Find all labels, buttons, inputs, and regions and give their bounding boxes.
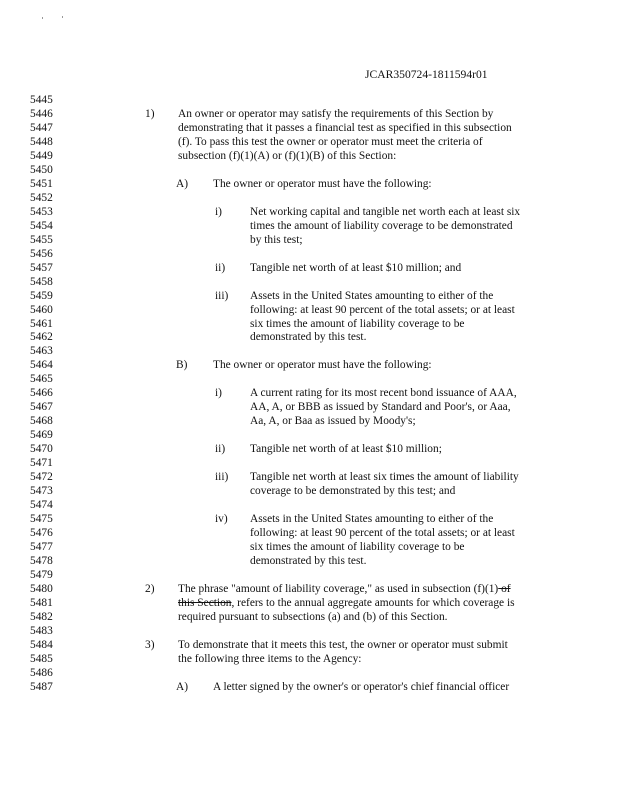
document-line: [0, 485, 618, 499]
text-segment: Assets in the United States amounting to either of the: [250, 289, 494, 302]
line-number: 5487: [30, 680, 53, 693]
line-number: 5461: [30, 317, 53, 330]
document-line: [0, 471, 618, 485]
text-segment: demonstrating that it passes a financial test as specified in this subsection: [178, 121, 512, 134]
line-number: 5465: [30, 373, 53, 386]
line-text: [178, 639, 508, 653]
text-segment: times the amount of liability coverage to be demonstrated: [250, 219, 513, 232]
line-number: 5452: [30, 191, 53, 204]
document-line: [0, 262, 618, 276]
line-text: [250, 555, 366, 569]
text-segment: The phrase "amount of liability coverage," as used in subsection (f)(1): [178, 582, 499, 595]
line-number: 5470: [30, 443, 53, 456]
text-segment: coverage to be demonstrated by this test; and: [250, 485, 456, 498]
document-line: [0, 150, 618, 164]
line-number: 5449: [30, 149, 53, 162]
text-segment: To demonstrate that it meets this test, the owner or operator must submit: [178, 638, 508, 651]
list-marker: 1): [145, 107, 155, 120]
line-text: [250, 527, 515, 541]
text-segment: Tangible net worth of at least $10 million; and: [250, 261, 462, 274]
document-line: [0, 611, 618, 625]
line-number: 5459: [30, 289, 53, 302]
line-number: 5473: [30, 485, 53, 498]
document-line: [0, 681, 618, 695]
line-number: 5457: [30, 261, 53, 274]
text-segment: Net working capital and tangible net worth each at least six: [250, 205, 521, 218]
line-text: [178, 583, 511, 597]
document-line: [0, 206, 618, 220]
text-segment: Tangible net worth at least six times the amount of liability: [250, 471, 519, 484]
document-line: [0, 108, 618, 122]
line-number: 5476: [30, 527, 53, 540]
line-text: [178, 150, 396, 164]
line-number: 5479: [30, 568, 53, 581]
line-number: 5471: [30, 457, 53, 470]
line-text: [250, 234, 303, 248]
text-segment: , refers to the annual aggregate amounts for which coverage is: [231, 596, 515, 609]
text-segment: A letter signed by the owner's or operator's chief financial officer: [213, 680, 510, 693]
line-text: [178, 611, 448, 625]
scan-speck: [42, 17, 43, 19]
line-number: 5484: [30, 638, 53, 651]
line-number: 5482: [30, 610, 53, 623]
line-number: 5474: [30, 499, 53, 512]
text-segment: required pursuant to subsections (a) and (b) of this Section.: [178, 610, 448, 623]
line-text: [250, 443, 442, 457]
document-line: [0, 276, 618, 290]
document-line: [0, 527, 618, 541]
text-segment: subsection (f)(1)(A) or (f)(1)(B) of this Section:: [178, 149, 397, 162]
line-text: [250, 318, 464, 332]
line-number: 5447: [30, 121, 53, 134]
line-number: 5456: [30, 247, 53, 260]
document-line: [0, 499, 618, 513]
document-line: [0, 304, 618, 318]
line-text: [250, 387, 517, 401]
line-number: 5446: [30, 107, 53, 120]
document-line: [0, 569, 618, 583]
text-segment: the following three items to the Agency:: [178, 652, 362, 665]
document-line: [0, 164, 618, 178]
line-number: 5467: [30, 401, 53, 414]
list-marker: iv): [215, 513, 228, 526]
line-text: [178, 136, 483, 150]
list-marker: 3): [145, 638, 155, 651]
text-segment: AA, A, or BBB as issued by Standard and Poor's, or Aaa,: [250, 401, 511, 414]
list-marker: iii): [215, 289, 229, 302]
line-number: 5445: [30, 94, 53, 106]
document-line: [0, 639, 618, 653]
line-text: [250, 220, 513, 234]
document-line: [0, 248, 618, 262]
line-text: [213, 359, 432, 373]
document-line: [0, 597, 618, 611]
document-line: [0, 457, 618, 471]
list-marker: i): [215, 387, 222, 400]
text-segment: Tangible net worth of at least $10 million;: [250, 443, 442, 456]
line-text: [250, 471, 519, 485]
text-segment: six times the amount of liability coverage to be: [250, 317, 465, 330]
document-line: [0, 220, 618, 234]
document-line: [0, 667, 618, 681]
line-text: [250, 304, 515, 318]
document-line: [0, 387, 618, 401]
line-number: 5466: [30, 387, 53, 400]
document-line: [0, 373, 618, 387]
document-line: [0, 653, 618, 667]
line-text: [250, 513, 493, 527]
line-number: 5481: [30, 596, 53, 609]
line-number: 5475: [30, 513, 53, 526]
line-number: 5469: [30, 429, 53, 442]
text-segment: demonstrated by this test.: [250, 554, 367, 567]
line-number: 5448: [30, 135, 53, 148]
line-text: [250, 485, 455, 499]
text-segment: Assets in the United States amounting to either of the: [250, 513, 494, 526]
document-id: JCAR350724-1811594r01: [365, 68, 488, 81]
line-number: 5458: [30, 275, 53, 288]
list-marker: i): [215, 205, 222, 218]
list-marker: ii): [215, 261, 226, 274]
list-marker: B): [176, 359, 188, 372]
document-line: [0, 318, 618, 332]
text-segment: demonstrated by this test.: [250, 331, 367, 344]
line-number: 5477: [30, 541, 53, 553]
text-segment: following: at least 90 percent of the total assets; or at least: [250, 527, 515, 540]
text-segment: The owner or operator must have the following:: [213, 359, 432, 372]
text-segment: (f). To pass this test the owner or operator must meet the criteria of: [178, 135, 483, 148]
line-number: 5472: [30, 471, 53, 484]
document-line: [0, 625, 618, 639]
line-text: [250, 331, 366, 345]
document-line: [0, 122, 618, 136]
line-number: 5480: [30, 582, 53, 595]
list-marker: A): [176, 177, 189, 190]
document-line: [0, 415, 618, 429]
document-line: [0, 178, 618, 192]
line-text: [250, 541, 464, 555]
list-marker: ii): [215, 443, 226, 456]
line-text: [250, 262, 461, 276]
document-line: [0, 192, 618, 206]
list-marker: 2): [145, 582, 155, 595]
line-number: 5464: [30, 359, 53, 372]
line-number: 5455: [30, 233, 53, 246]
line-number: 5460: [30, 303, 53, 316]
line-text: [178, 653, 361, 667]
struck-text: this Section: [178, 596, 232, 609]
scan-speck: [62, 16, 63, 18]
document-line: [0, 234, 618, 248]
line-text: [250, 415, 416, 429]
line-number: 5450: [30, 163, 53, 176]
document-line: [0, 429, 618, 443]
line-text: [178, 122, 512, 136]
document-line: [0, 555, 618, 569]
document-line: [0, 94, 618, 108]
line-number: 5485: [30, 652, 53, 665]
line-number: 5478: [30, 554, 53, 567]
list-marker: iii): [215, 471, 229, 484]
text-segment: An owner or operator may satisfy the requirements of this Section by: [178, 107, 494, 120]
document-line: [0, 136, 618, 150]
line-text: [250, 206, 520, 220]
text-segment: The owner or operator must have the following:: [213, 177, 432, 190]
text-segment: by this test;: [250, 233, 303, 246]
line-text: [250, 401, 511, 415]
document-line: [0, 541, 618, 555]
document-line: [0, 401, 618, 415]
list-marker: A): [176, 680, 189, 693]
text-segment: six times the amount of liability coverage to be: [250, 541, 465, 553]
line-number: 5463: [30, 345, 53, 358]
document-line: [0, 513, 618, 527]
line-text: [178, 597, 515, 611]
line-number: 5451: [30, 177, 53, 190]
document-line: [0, 359, 618, 373]
line-text: [213, 178, 432, 192]
line-text: [250, 290, 493, 304]
text-segment: A current rating for its most recent bond issuance of AAA,: [250, 387, 517, 400]
document-line: [0, 345, 618, 359]
text-segment: Aa, A, or Baa as issued by Moody's;: [250, 415, 416, 428]
line-text: [178, 108, 493, 122]
document-body: [0, 94, 618, 695]
document-line: [0, 290, 618, 304]
line-number: 5486: [30, 666, 53, 679]
document-line: [0, 583, 618, 597]
line-number: 5468: [30, 415, 53, 428]
text-segment: following: at least 90 percent of the total assets; or at least: [250, 303, 515, 316]
line-number: 5454: [30, 219, 53, 232]
line-number: 5453: [30, 205, 53, 218]
document-line: [0, 443, 618, 457]
line-text: [213, 681, 509, 695]
line-number: 5483: [30, 624, 53, 637]
document-line: [0, 331, 618, 345]
line-number: 5462: [30, 331, 53, 344]
struck-text: of: [498, 582, 511, 595]
